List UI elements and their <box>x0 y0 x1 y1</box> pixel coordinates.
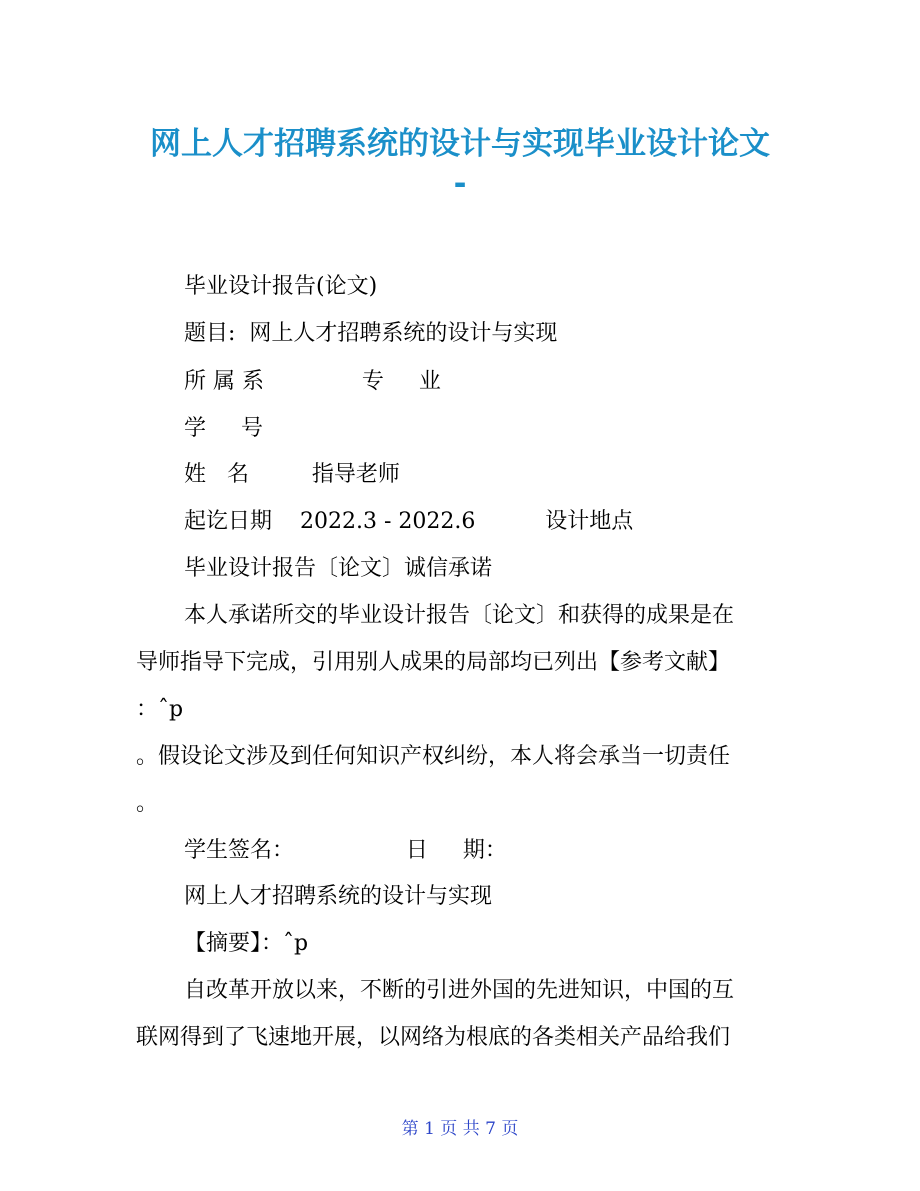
section-title: 网上人才招聘系统的设计与实现 <box>184 884 493 909</box>
paragraph-line: ：ˆp <box>136 697 184 722</box>
document-title: 网上人才招聘系统的设计与实现毕业设计论文 <box>150 126 770 162</box>
student-id-line: 学 号 <box>184 416 263 441</box>
name-advisor-line: 姓 名 指导老师 <box>184 462 400 487</box>
signature-date-line: 学生签名： 日 期： <box>184 838 507 863</box>
date-location-line: 起讫日期 2022.3 - 2022.6 设计地点 <box>184 509 634 534</box>
department-major-line: 所 属 系 专 业 <box>184 369 441 394</box>
paragraph-line: 。假设论文涉及到任何知识产权纠纷，本人将会承当一切责任 <box>136 744 731 769</box>
document-title-continuation: - <box>453 166 467 202</box>
abstract-label: 【摘要】：ˆp <box>184 931 309 956</box>
paragraph-line: 联网得到了飞速地开展，以网络为根底的各类相关产品给我们 <box>136 1025 731 1050</box>
paragraph-line: 本人承诺所交的毕业设计报告〔论文〕和获得的成果是在 <box>184 603 735 628</box>
integrity-heading: 毕业设计报告〔论文〕诚信承诺 <box>184 556 493 581</box>
paragraph-line: 导师指导下完成，引用别人成果的局部均已列出【参考文献】 <box>136 650 731 675</box>
page-number: 第 1 页 共 7 页 <box>401 1119 519 1139</box>
report-heading: 毕业设计报告(论文) <box>184 274 378 299</box>
topic-line: 题目: 网上人才招聘系统的设计与实现 <box>184 321 558 346</box>
paragraph-line: 自改革开放以来，不断的引进外国的先进知识，中国的互 <box>184 978 735 1003</box>
paragraph-line: 。 <box>136 791 159 816</box>
